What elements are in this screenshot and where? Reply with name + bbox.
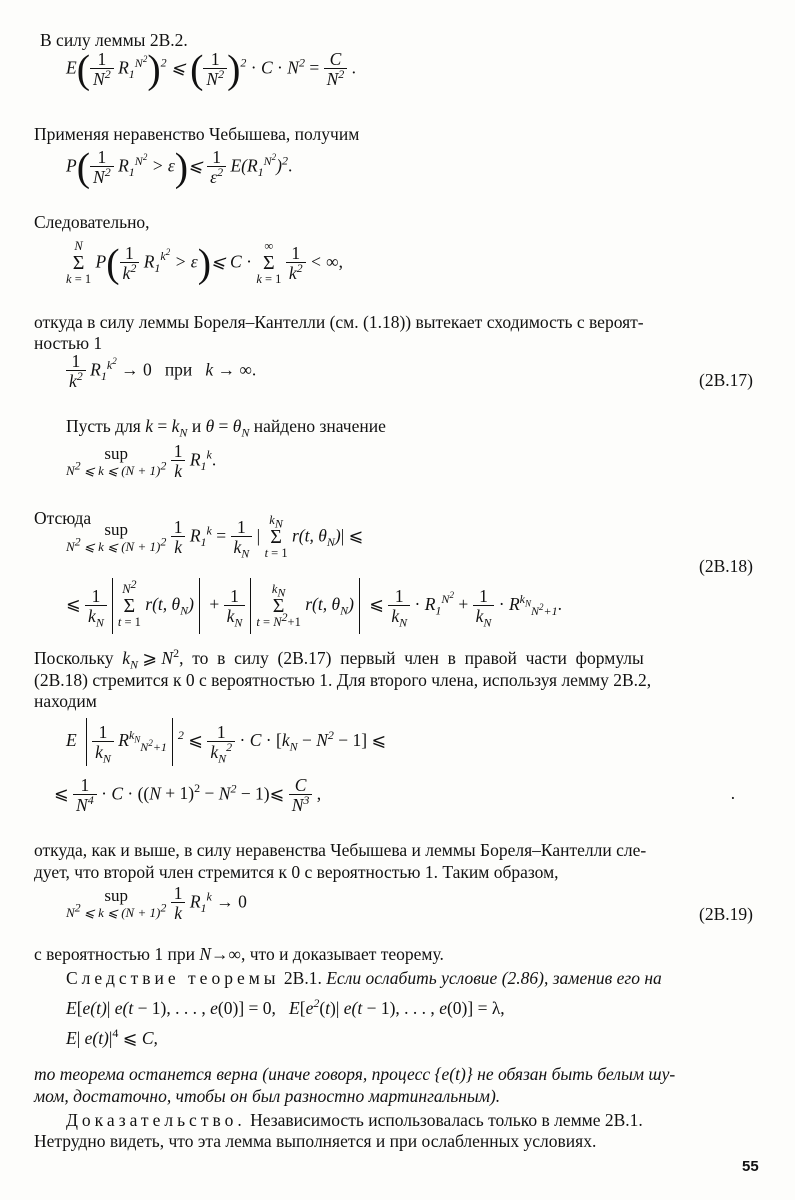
text-line: мом, достаточно, чтобы он был разностно мартингальным). (34, 1086, 501, 1106)
equation-2b18-line2: ⩽ $\frac{1}{k_N}$ $N^2$ Σ t = 1 r(t, $\theta_N$) + $\frac{1}{k_N}$ $k_N$ Σ $t = N^2+1$ r(t, $\theta_N$) ⩽ $\frac{1}{k_N}$ · $R_1^{N^2}$ + $\frac{1}{k_N}$ · $R^{k_N}_{N^2+1}$. (66, 578, 562, 634)
proof-line (66, 1110, 643, 1130)
corollary-text: Если ослабить условие (2.86), заменив его на (326, 968, 662, 988)
text-line: Отсюда (34, 508, 92, 528)
text-line: Нетрудно видеть, что эта лемма выполняется и при ослабленных условиях. (34, 1131, 597, 1151)
proof-text: Независимость использовалась только в лемме 2В.1. (250, 1110, 643, 1130)
equation-2b17: $\frac{1}{k^2}$ $R_1^{k^2} \to 0$ при k → ∞. (66, 352, 256, 391)
equation-expectation-bound: E( $\frac{1}{N^2}$ $R_1^{N^2})^2$ ⩽ ( $\frac{1}{N^2}$ )$^2 \cdot C \cdot N^2$ = $\frac{C}{N^2}$ . (66, 46, 356, 92)
text-line: дует, что второй член стремится к 0 с вероятностью 1. Таким образом, (34, 862, 559, 882)
text-line: (2В.18) стремится к 0 с вероятностью 1. Для второго члена, используя лемму 2В.2, (34, 670, 652, 690)
equation-chebyshev: P( $\frac{1}{N^2}$ $R_1^{N^2}$ > ε)⩽ $\frac{1}{\varepsilon^2}$ $E(R_1^{N^2})^2$. (66, 144, 293, 190)
equation-second-term-bound: ⩽ $\frac{1}{N^4}$ · $C \cdot ((N + 1)^2 - N^2$ − 1)⩽ $\frac{C}{N^3}$ , (54, 775, 322, 816)
text-line: находим (34, 691, 97, 711)
text-line: Пусть для $k = k_N$ и $\theta = \theta_N$ найдено значение (66, 416, 386, 440)
equation-moment: E| $e(t)|^4$ ⩽ C, (66, 1026, 158, 1048)
text-line: откуда в силу леммы Бореля–Кантелли (см. (1.18)) вытекает сходимость с вероят- (34, 312, 644, 332)
text-line: В силу леммы 2В.2. (40, 30, 188, 50)
equation-conditions: E[e(t)| e(t − 1), . . . , e(0)] = 0, $E[e^2(t)|$ e(t − 1), . . . , e(0)] = λ, (66, 996, 505, 1018)
stray-dot: · (730, 788, 736, 808)
text-line: откуда, как и выше, в силу неравенства Чебышева и леммы Бореля–Кантелли сле- (34, 840, 647, 860)
text-line: с вероятностью 1 при N→∞, что и доказывает теорему. (34, 944, 444, 964)
proof-label: Доказательство. (66, 1110, 246, 1130)
equation-number: (2В.17) (699, 370, 753, 390)
equation-number: (2В.19) (699, 904, 753, 924)
equation-number: (2В.18) (699, 556, 753, 576)
corollary-ref: 2В.1. (283, 968, 322, 988)
text-line: Следовательно, (34, 212, 150, 232)
corollary-heading (66, 968, 662, 988)
equation-borel-sum: N Σ k = 1 P( $\frac{1}{k^2}$ $R_1^{k^2}$ > ε)⩽ C · ∞ Σ k = 1 $\frac{1}{k^2}$ < ∞, (66, 239, 344, 286)
text-line: Применяя неравенство Чебышева, получим (34, 124, 360, 144)
text-line: Поскольку $k_N$ ⩾ $N^2$, то в силу (2В.17) первый член в правой части формулы (34, 646, 644, 672)
equation-2b19: sup $N^2$ ⩽ k ⩽ $(N + 1)^2$ $\frac{1}{k}$ $R_1^k \to 0$ (66, 883, 247, 924)
text-line: то теорема останется верна (иначе говоря, процесс {e(t)} не обязан быть белым шу- (34, 1064, 676, 1084)
page-number: 55 (742, 1158, 759, 1175)
text-line: ностью 1 (34, 333, 103, 353)
equation-sup: sup $N^2$ ⩽ k ⩽ $(N + 1)^2$ $\frac{1}{k}$ $R_1^k$. (66, 441, 217, 482)
equation-second-term: E $\frac{1}{k_N}$ $R^{k_N}_{N^2+1}^2$ ⩽ $\frac{1}{k_N^2}$ · $C \cdot [k_N - N^2 - 1]$ ⩽ (66, 718, 386, 766)
corollary-label: Следствие теоремы (66, 968, 280, 988)
equation-2b18-line1: sup $N^2$ ⩽ k ⩽ $(N + 1)^2$ $\frac{1}{k}$ $R_1^k$ = $\frac{1}{k_N}$ | $k_N$ Σ t = 1 r(t, $\theta_N)|$ ⩽ (66, 513, 364, 561)
